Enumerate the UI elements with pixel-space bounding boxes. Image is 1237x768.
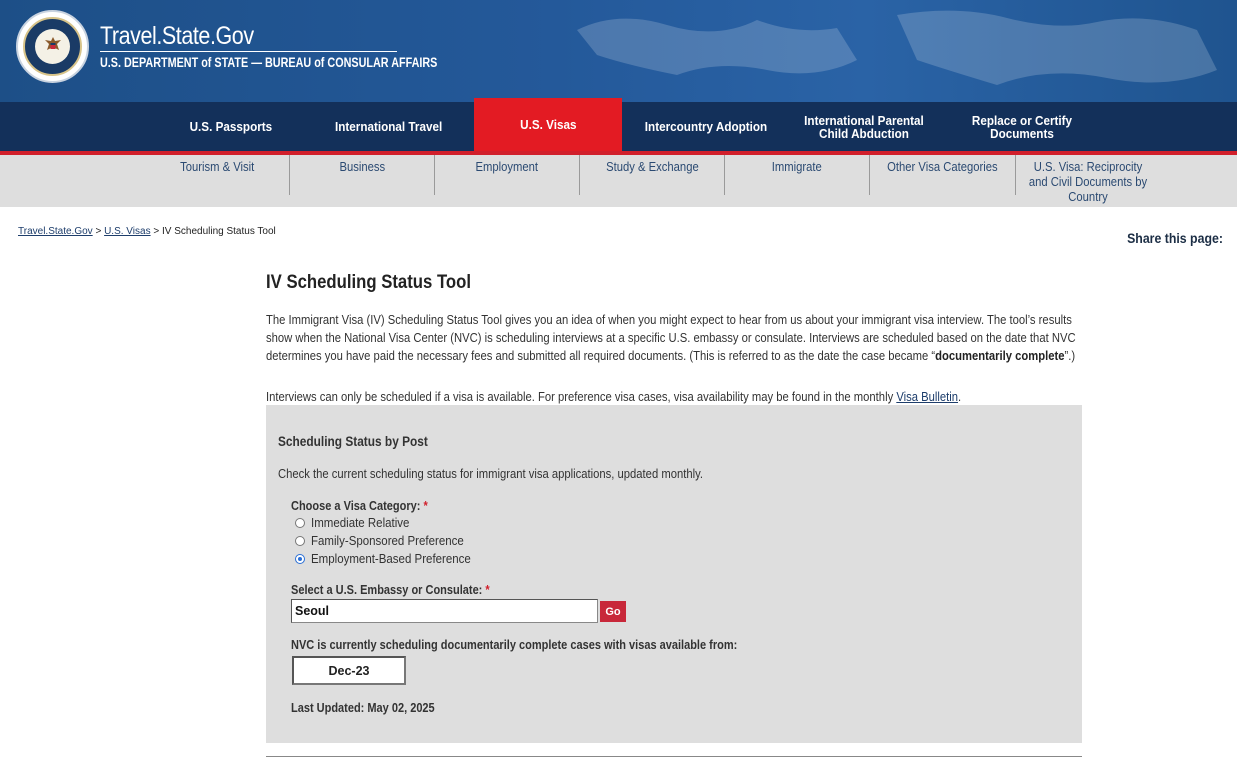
radio-immediate-relative[interactable]: Immediate Relative: [295, 516, 418, 530]
intro-bold-text: documentarily complete: [935, 349, 1065, 363]
subnav-business[interactable]: Business: [339, 160, 385, 174]
subnav-immigrate[interactable]: Immigrate: [771, 160, 823, 174]
availability-end-text: .: [958, 390, 962, 404]
availability-text: Interviews can only be scheduled if a visa is available. For preference visa cases, visa availability may be found in the monthly: [266, 390, 897, 404]
page-title: IV Scheduling Status Tool: [266, 272, 471, 293]
nav-us-visas[interactable]: U.S. Visas: [474, 98, 622, 151]
post-label: Select a U.S. Embassy or Consulate: *: [291, 583, 490, 597]
nav-us-passports[interactable]: U.S. Passports: [189, 119, 273, 134]
bottom-divider: [266, 756, 1082, 757]
subnav-tourism-visit[interactable]: Tourism & Visit: [179, 160, 255, 174]
nav-international-travel[interactable]: International Travel: [335, 119, 443, 134]
radio-employment-based[interactable]: Employment-Based Preference: [295, 552, 485, 566]
main-content: [266, 272, 1082, 406]
result-label: NVC is currently scheduling documentarily complete cases with visas available from:: [291, 638, 738, 652]
site-title[interactable]: Travel.State.Gov: [100, 22, 254, 50]
intro-paragraph: [266, 311, 1082, 377]
breadcrumb-current: IV Scheduling Status Tool: [161, 226, 276, 237]
breadcrumb-separator: >: [92, 226, 105, 237]
world-map-background: [537, 0, 1237, 102]
sub-nav: [0, 155, 1237, 207]
nav-intercountry-adoption[interactable]: Intercountry Adoption: [644, 119, 768, 134]
site-header: [0, 0, 1237, 102]
breadcrumb-home-link[interactable]: Travel.State.Gov: [18, 226, 93, 237]
subnav-study-exchange[interactable]: Study & Exchange: [605, 160, 699, 174]
availability-paragraph: [266, 388, 1082, 406]
subnav-employment[interactable]: Employment: [475, 160, 539, 174]
result-value: Dec-23: [292, 656, 406, 685]
state-department-seal-icon[interactable]: [16, 10, 89, 83]
share-this-page[interactable]: Share this page:: [1127, 230, 1223, 246]
breadcrumb-separator: >: [150, 226, 162, 237]
go-button[interactable]: Go: [600, 601, 626, 622]
visa-category-label: Choose a Visa Category: *: [291, 499, 428, 513]
visa-bulletin-link[interactable]: Visa Bulletin: [896, 390, 959, 404]
embassy-consulate-input[interactable]: Seoul: [291, 599, 598, 623]
last-updated: Last Updated: May 02, 2025: [291, 701, 435, 715]
tool-description: Check the current scheduling status for immigrant visa applications, updated monthly.: [278, 467, 704, 481]
subnav-reciprocity[interactable]: U.S. Visa: Reciprocity and Civil Documents by Country: [1028, 160, 1148, 204]
breadcrumb: [18, 226, 276, 237]
nav-replace-or-certify-documents[interactable]: Replace or Certify Documents: [971, 112, 1073, 141]
required-mark: *: [423, 499, 428, 513]
radio-button-selected[interactable]: [295, 554, 305, 564]
intro-text: The Immigrant Visa (IV) Scheduling Status Tool gives you an idea of when you might expect to hear from us about your immigrant visa interview. The tool’s results show when the National Visa Center (NVC) is scheduling interviews at a specific U.S. embassy or consulate. Interviews are scheduled based on the date that NVC determines you have paid the necessary fees and submitted all required documents. (This is referred to as the date the case became “: [266, 313, 1076, 363]
scheduling-status-panel: [266, 405, 1082, 743]
radio-button[interactable]: [295, 518, 305, 528]
brand-divider: [100, 51, 397, 52]
intro-end-text: ”.): [1064, 349, 1076, 363]
tool-title: Scheduling Status by Post: [278, 434, 428, 449]
required-mark: *: [485, 583, 490, 597]
radio-button[interactable]: [295, 536, 305, 546]
subnav-other-visa-categories[interactable]: Other Visa Categories: [887, 160, 998, 174]
radio-family-sponsored[interactable]: Family-Sponsored Preference: [295, 534, 477, 548]
site-subtitle: U.S. DEPARTMENT of STATE — BUREAU of CONSULAR AFFAIRS: [100, 55, 438, 70]
main-nav: [0, 102, 1237, 151]
breadcrumb-visas-link[interactable]: U.S. Visas: [104, 226, 151, 237]
nav-international-parental-child-abduction[interactable]: International Parental Child Abduction: [804, 112, 924, 141]
